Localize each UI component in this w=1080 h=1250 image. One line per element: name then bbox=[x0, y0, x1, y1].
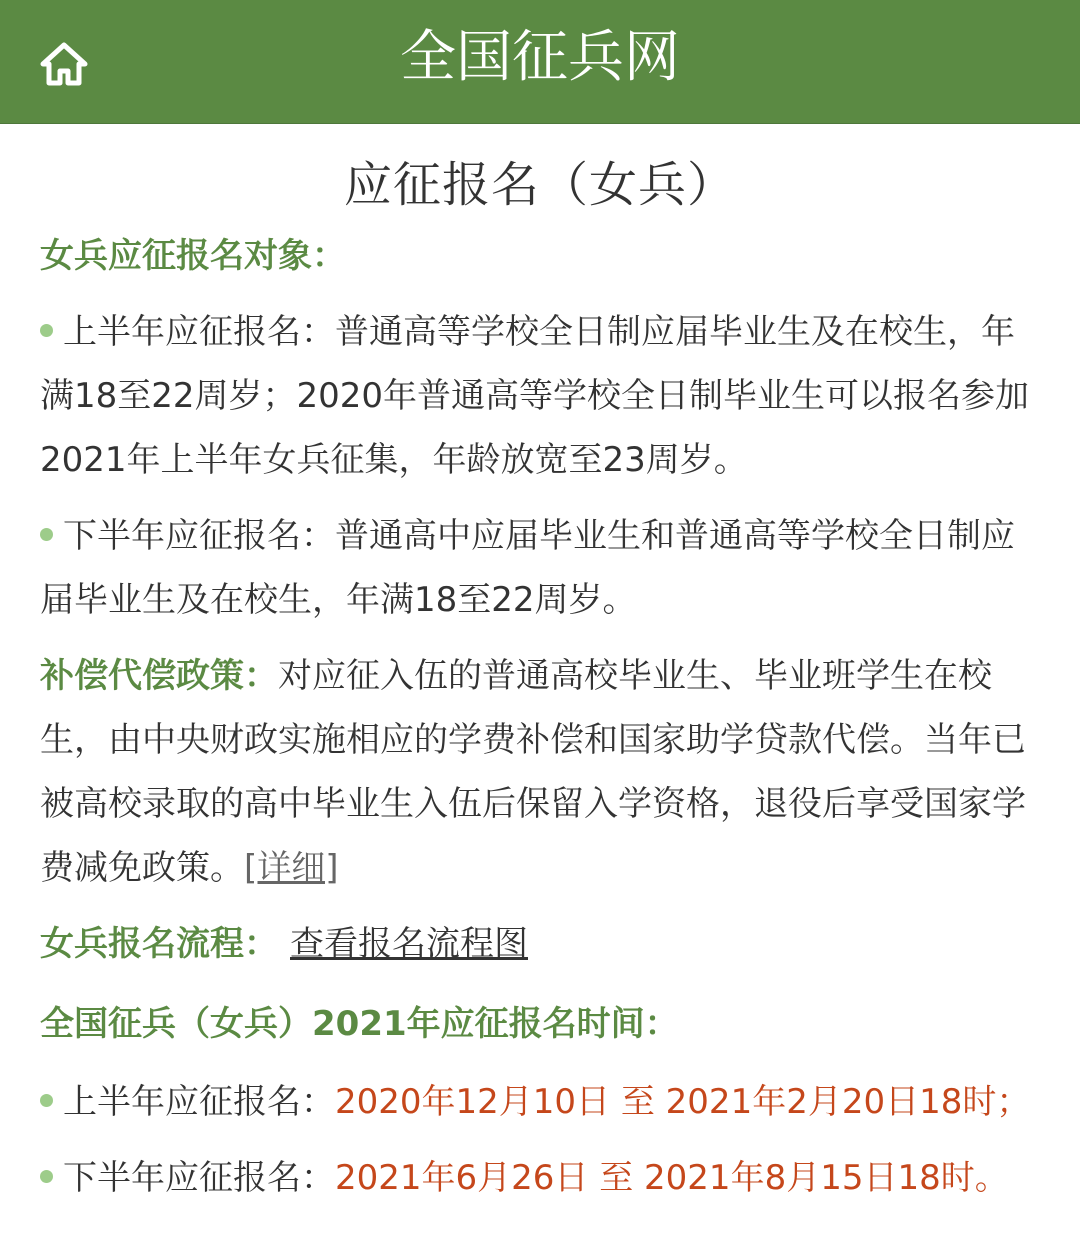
bullet-dot-icon bbox=[40, 528, 53, 541]
eligibility-second-half bbox=[40, 504, 1040, 632]
detail-link[interactable]: [详细] bbox=[244, 848, 339, 888]
policy-paragraph bbox=[40, 644, 1040, 900]
process-label: 女兵报名流程： bbox=[40, 924, 278, 964]
bullet-dot-icon bbox=[40, 1170, 53, 1183]
second-half-label: 下半年应征报名： bbox=[63, 516, 335, 556]
schedule-first-half-label: 上半年应征报名： bbox=[63, 1082, 335, 1122]
second-half-text: 普通高中应届毕业生和普通高等学校全日制应届毕业生及在校生，年满18至22周岁。 bbox=[40, 516, 1015, 620]
schedule-first-half bbox=[40, 1070, 1040, 1134]
schedule-second-half-time: 2021年6月26日 至 2021年8月15日18时。 bbox=[335, 1158, 1009, 1198]
policy-text: 对应征入伍的普通高校毕业生、毕业班学生在校生，由中央财政实施相应的学费补偿和国家助学贷款代偿。当年已被高校录取的高中毕业生入伍后保留入学资格，退役后享受国家学费减免政策。 bbox=[40, 656, 1026, 888]
schedule-first-half-time: 2020年12月10日 至 2021年2月20日18时； bbox=[335, 1082, 1031, 1122]
first-half-label: 上半年应征报名： bbox=[63, 312, 335, 352]
eligibility-first-half bbox=[40, 300, 1040, 492]
schedule-second-half bbox=[40, 1146, 1040, 1210]
schedule-second-half-label: 下半年应征报名： bbox=[63, 1158, 335, 1198]
page-title: 应征报名（女兵） bbox=[343, 157, 736, 213]
bullet-dot-icon bbox=[40, 324, 53, 337]
main-content bbox=[0, 150, 1080, 1210]
schedule-heading: 全国征兵（女兵）2021年应征报名时间： bbox=[40, 1004, 679, 1044]
policy-label: 补偿代偿政策： bbox=[40, 656, 278, 696]
site-title: 全国征兵网 bbox=[400, 25, 680, 90]
bullet-dot-icon bbox=[40, 1094, 53, 1107]
process-row bbox=[40, 912, 1040, 976]
view-flow-chart-link[interactable]: 查看报名流程图 bbox=[290, 924, 528, 964]
app-header bbox=[0, 0, 1080, 124]
first-half-text: 普通高等学校全日制应届毕业生及在校生，年满18至22周岁；2020年普通高等学校全日制毕业生可以报名参加2021年上半年女兵征集，年龄放宽至23周岁。 bbox=[40, 312, 1030, 480]
eligibility-heading: 女兵应征报名对象： bbox=[40, 236, 346, 276]
